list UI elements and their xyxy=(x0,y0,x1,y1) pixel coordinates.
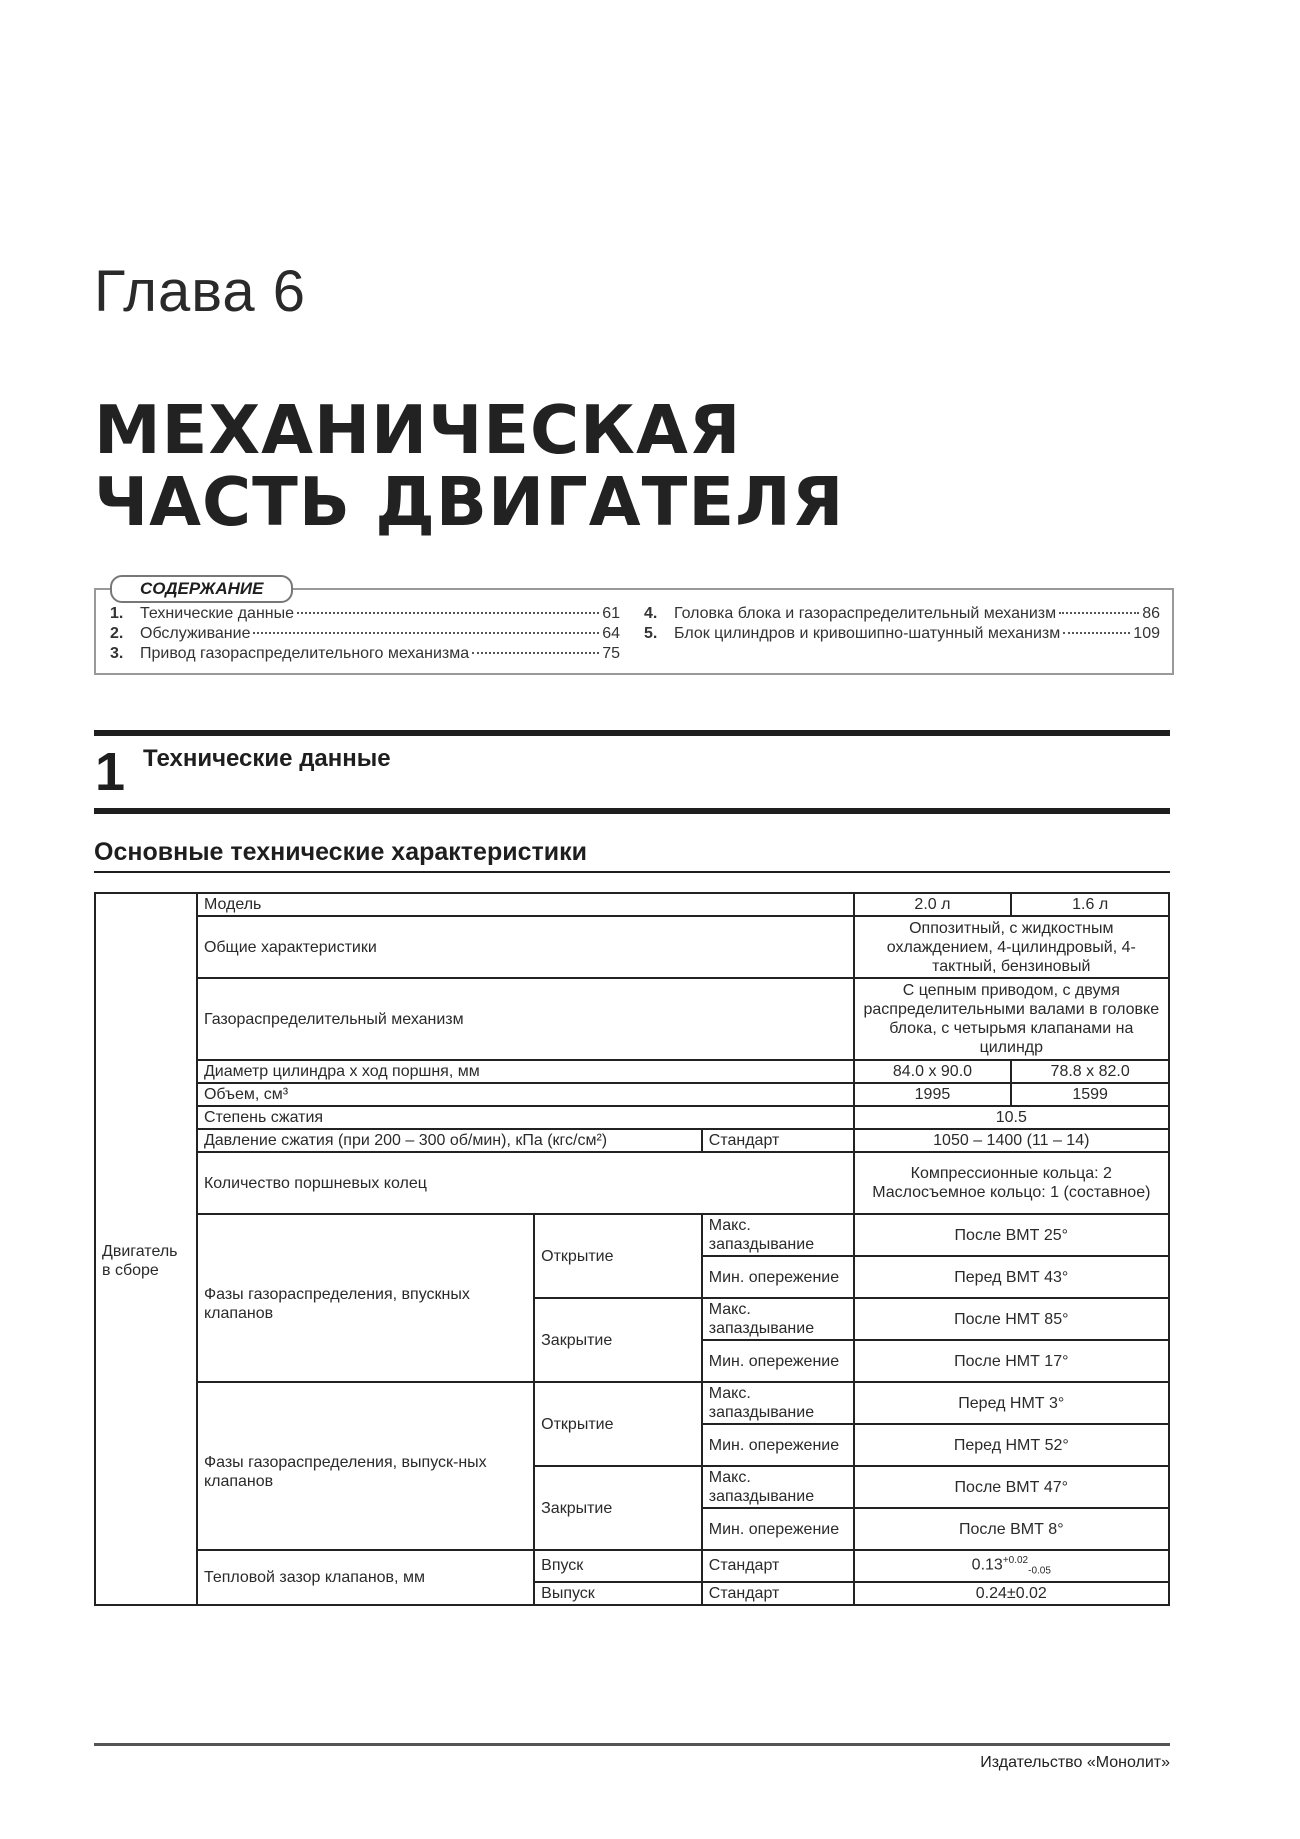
intake-phases-label: Фазы газораспределения, впускных клапанов xyxy=(197,1214,534,1382)
toc-item-number: 2. xyxy=(110,625,124,642)
table-row xyxy=(95,978,1169,1060)
rings-value: Компрессионные кольца: 2 Маслосъемное кольцо: 1 (составное) xyxy=(854,1152,1169,1214)
clearance-intake-plus: +0.02 xyxy=(1002,1555,1029,1566)
pressure-value: 1050 – 1400 (11 – 14) xyxy=(854,1129,1169,1152)
valvetrain-value: С цепным приводом, с двумя распределительными валами в головке блока, с четырьмя клапанами на цилиндр xyxy=(854,978,1169,1060)
section-rule-bottom xyxy=(94,808,1170,814)
toc-leader xyxy=(1059,612,1139,614)
toc-item-text: Обслуживание xyxy=(140,625,251,642)
clearance-intake-minus: -0.05 xyxy=(1028,1565,1051,1577)
toc-item-number: 4. xyxy=(644,605,658,622)
exhaust-close-max-value: После ВМТ 47° xyxy=(854,1466,1169,1508)
table-row xyxy=(95,1214,1169,1256)
intake-close-label: Закрытие xyxy=(534,1298,702,1382)
toc-box xyxy=(94,579,1174,675)
spec-table xyxy=(94,892,1170,1606)
toc-leader xyxy=(472,652,599,654)
chapter-label: Глава 6 xyxy=(94,259,307,324)
footer-publisher: Издательство «Монолит» xyxy=(980,1754,1170,1771)
page-title xyxy=(94,391,845,541)
max-delay-label: Макс. запаздывание xyxy=(702,1214,854,1256)
toc-label: СОДЕРЖАНИЕ xyxy=(110,575,293,603)
toc-leader xyxy=(297,612,599,614)
table-row xyxy=(95,1083,1169,1106)
max-delay-label: Макс. запаздывание xyxy=(702,1298,854,1340)
min-advance-label: Мин. опережение xyxy=(702,1256,854,1298)
pressure-standard-label: Стандарт xyxy=(702,1129,854,1152)
exhaust-close-min-value: После ВМТ 8° xyxy=(854,1508,1169,1550)
title-line-2: ЧАСТЬ ДВИГАТЕЛЯ xyxy=(94,463,845,541)
ratio-value: 10.5 xyxy=(854,1106,1169,1129)
toc-item-text: Блок цилиндров и кривошипно-шатунный механизм xyxy=(674,625,1061,642)
exhaust-open-label: Открытие xyxy=(534,1382,702,1466)
clearance-intake-base: 0.13 xyxy=(971,1556,1003,1574)
toc-item-number: 3. xyxy=(110,645,124,662)
table-row xyxy=(95,893,1169,916)
subsection-rule xyxy=(94,871,1170,873)
toc-item[interactable] xyxy=(644,624,1160,644)
intake-open-max-value: После ВМТ 25° xyxy=(854,1214,1169,1256)
section-rule-top xyxy=(94,730,1170,736)
table-row xyxy=(95,1060,1169,1083)
toc-column-left xyxy=(110,604,620,664)
clearance-exhaust-label: Выпуск xyxy=(534,1582,702,1605)
model-label: Модель xyxy=(197,893,854,916)
volume-2-value: 1995 xyxy=(854,1083,1012,1106)
table-row xyxy=(95,1550,1169,1582)
exhaust-phases-label: Фазы газораспределения, выпуск-ных клапанов xyxy=(197,1382,534,1550)
toc-item-text: Технические данные xyxy=(140,605,295,622)
toc-item[interactable] xyxy=(110,624,620,644)
toc-item-page: 109 xyxy=(1133,625,1160,642)
clearance-exhaust-value: 0.24±0.02 xyxy=(854,1582,1169,1605)
toc-item[interactable] xyxy=(644,604,1160,624)
min-advance-label: Мин. опережение xyxy=(702,1508,854,1550)
table-row xyxy=(95,1382,1169,1424)
table-row xyxy=(95,1152,1169,1214)
bore-label: Диаметр цилиндра х ход поршня, мм xyxy=(197,1060,854,1083)
toc-item-number: 1. xyxy=(110,605,124,622)
model-1-value: 1.6 л xyxy=(1011,893,1169,916)
subsection-title: Основные технические характеристики xyxy=(94,838,587,866)
intake-close-max-value: После НМТ 85° xyxy=(854,1298,1169,1340)
toc-column-right xyxy=(644,604,1160,644)
pressure-label: Давление сжатия (при 200 – 300 об/мин), кПа (кгс/см²) xyxy=(197,1129,702,1152)
exhaust-open-max-value: Перед НМТ 3° xyxy=(854,1382,1169,1424)
min-advance-label: Мин. опережение xyxy=(702,1340,854,1382)
title-line-1: МЕХАНИЧЕСКАЯ xyxy=(94,391,742,469)
group-label-cell: Двигатель в сборе xyxy=(95,893,197,1605)
toc-item-text: Головка блока и газораспределительный механизм xyxy=(674,605,1057,622)
max-delay-label: Макс. запаздывание xyxy=(702,1466,854,1508)
clearance-intake-label: Впуск xyxy=(534,1550,702,1582)
toc-item[interactable] xyxy=(110,604,620,624)
table-row xyxy=(95,916,1169,978)
table-row xyxy=(95,1129,1169,1152)
toc-item-number: 5. xyxy=(644,625,658,642)
intake-close-min-value: После НМТ 17° xyxy=(854,1340,1169,1382)
rings-label: Количество поршневых колец xyxy=(197,1152,854,1214)
exhaust-open-min-value: Перед НМТ 52° xyxy=(854,1424,1169,1466)
toc-leader xyxy=(1063,632,1130,634)
general-label: Общие характеристики xyxy=(197,916,854,978)
toc-item-page: 86 xyxy=(1142,605,1160,622)
model-2-value: 2.0 л xyxy=(854,893,1012,916)
table-row xyxy=(95,1106,1169,1129)
section-number: 1 xyxy=(95,742,126,802)
clearance-standard-label: Стандарт xyxy=(702,1582,854,1605)
min-advance-label: Мин. опережение xyxy=(702,1424,854,1466)
toc-item-text: Привод газораспределительного механизма xyxy=(140,645,470,662)
section-title: Технические данные xyxy=(143,745,391,772)
toc-item-page: 75 xyxy=(602,645,620,662)
bore-1-value: 78.8 х 82.0 xyxy=(1011,1060,1169,1083)
intake-open-label: Открытие xyxy=(534,1214,702,1298)
volume-label: Объем, см³ xyxy=(197,1083,854,1106)
toc-item-page: 61 xyxy=(602,605,620,622)
intake-open-min-value: Перед ВМТ 43° xyxy=(854,1256,1169,1298)
volume-1-value: 1599 xyxy=(1011,1083,1169,1106)
exhaust-close-label: Закрытие xyxy=(534,1466,702,1550)
clearance-standard-label: Стандарт xyxy=(702,1550,854,1582)
valvetrain-label: Газораспределительный механизм xyxy=(197,978,854,1060)
ratio-label: Степень сжатия xyxy=(197,1106,854,1129)
toc-item-page: 64 xyxy=(602,625,620,642)
max-delay-label: Макс. запаздывание xyxy=(702,1382,854,1424)
toc-item[interactable] xyxy=(110,644,620,664)
footer-rule xyxy=(94,1743,1170,1746)
clearance-label: Тепловой зазор клапанов, мм xyxy=(197,1550,534,1605)
general-value: Оппозитный, с жидкостным охлаждением, 4-цилиндровый, 4-тактный, бензиновый xyxy=(854,916,1169,978)
clearance-intake-value xyxy=(854,1550,1169,1582)
toc-leader xyxy=(253,632,599,634)
bore-2-value: 84.0 х 90.0 xyxy=(854,1060,1012,1083)
